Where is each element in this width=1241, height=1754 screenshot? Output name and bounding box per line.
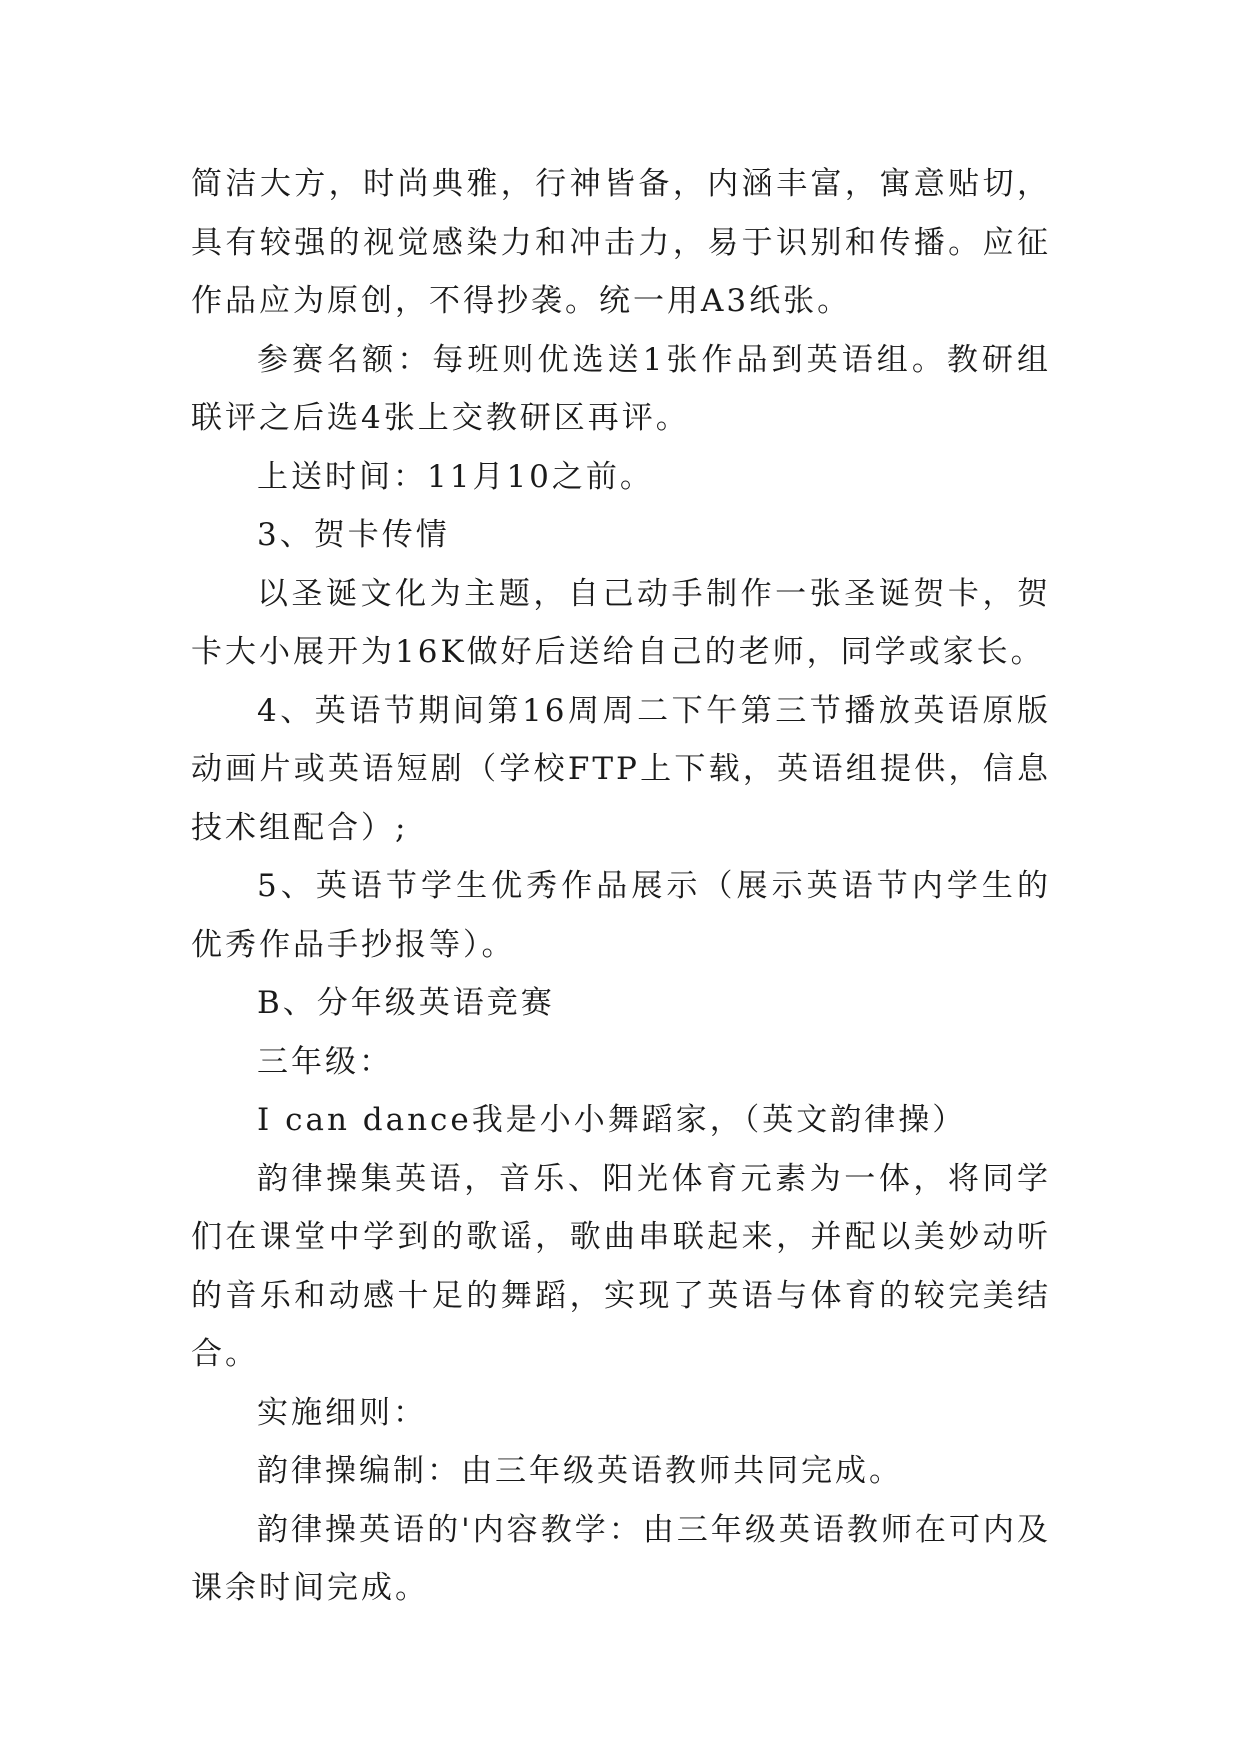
paragraph-12: 实施细则： [257, 1394, 427, 1431]
paragraph-2: 参赛名额：每班则优选送1张作品到英语组。教研组联评之后选4张上交教研区再评。 [191, 341, 1051, 436]
paragraph-7: 5、英语节学生优秀作品展示（展示英语节内学生的优秀作品手抄报等）。 [191, 868, 1051, 963]
paragraph-1: 简洁大方，时尚典雅，行神皆备，内涵丰富，寓意贴切，具有较强的视觉感染力和冲击力，易于识别和传播。应征作品应为原创，不得抄袭。统一用A3纸张。 [191, 166, 1051, 319]
paragraph-8: B、分年级英语竞赛 [257, 985, 555, 1021]
paragraph-3: 上送时间：11月10之前。 [257, 458, 654, 495]
paragraph-9: 三年级： [257, 1043, 393, 1080]
paragraph-4: 3、贺卡传情 [257, 517, 450, 553]
paragraph-13: 韵律操编制：由三年级英语教师共同完成。 [257, 1453, 903, 1489]
paragraph-10: I can dance我是小小舞蹈家，（英文韵律操） [257, 1102, 967, 1138]
document-body [191, 155, 1051, 1618]
paragraph-6: 4、英语节期间第16周周二下午第三节播放英语原版动画片或英语短剧（学校FTP上下载，英语组提供，信息技术组配合）; [191, 692, 1051, 846]
paragraph-11: 韵律操集英语，音乐、阳光体育元素为一体，将同学们在课堂中学到的歌谣，歌曲串联起来，并配以美妙动听的音乐和动感十足的舞蹈，实现了英语与体育的较完美结合。 [191, 1160, 1051, 1372]
paragraph-14: 韵律操英语的'内容教学：由三年级英语教师在可内及课余时间完成。 [191, 1511, 1051, 1606]
paragraph-5: 以圣诞文化为主题，自己动手制作一张圣诞贺卡，贺卡大小展开为16K做好后送给自己的老师，同学或家长。 [191, 575, 1051, 670]
